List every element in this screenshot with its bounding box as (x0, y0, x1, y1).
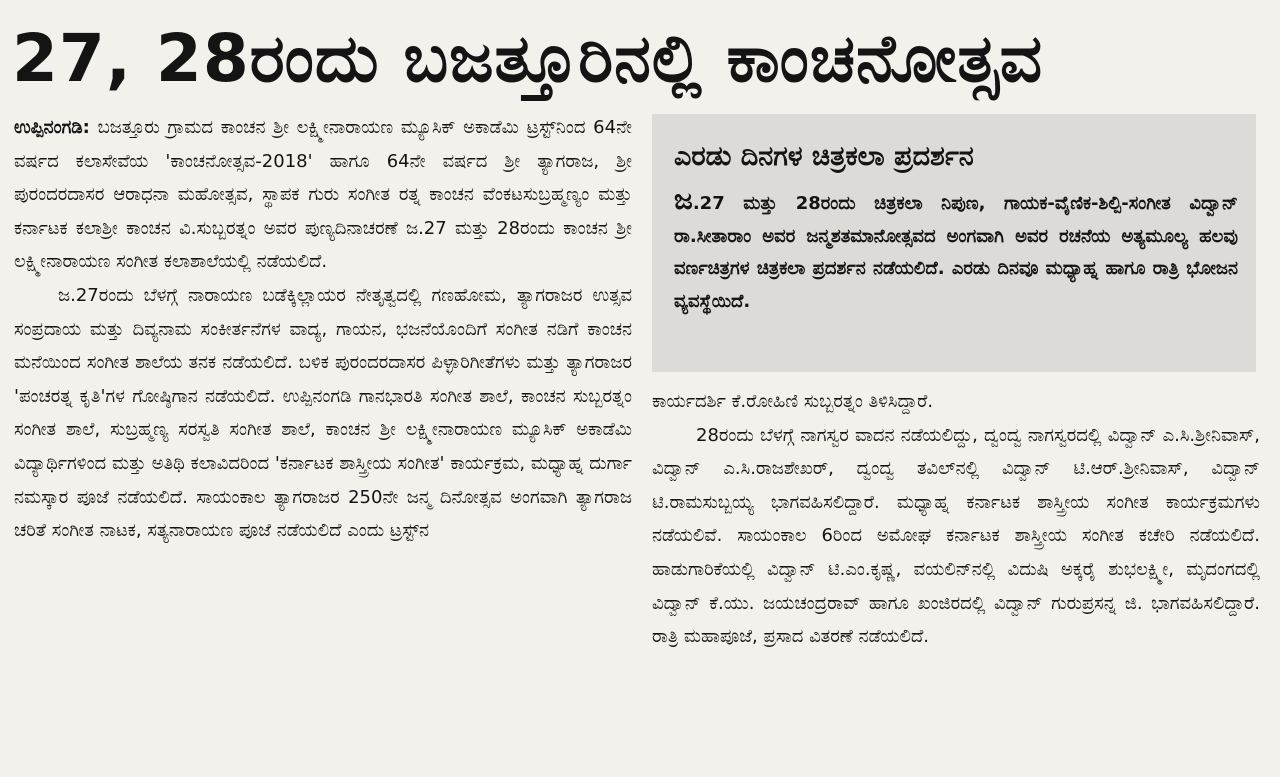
headline: 27, 28ರಂದು ಬಜತ್ತೂರಿನಲ್ಲಿ ಕಾಂಚನೋತ್ಸವ (12, 20, 1044, 97)
sidebar-box-title: ಎರಡು ದಿನಗಳ ಚಿತ್ರಕಲಾ ಪ್ರದರ್ಶನ (674, 141, 974, 172)
article-paragraph-3: ಕಾರ್ಯದರ್ಶಿ ಕೆ.ರೋಹಿಣಿ ಸುಬ್ಬರತ್ನಂ ತಿಳಿಸಿದ್ದಾರೆ. (652, 391, 934, 412)
sidebar-body-text: .27 ಮತ್ತು 28ರಂದು ಚಿತ್ರಕಲಾ ನಿಪುಣ, ಗಾಯಕ-ವೈಣಿಕ-ಶಿಲ್ಪಿ-ಸಂಗೀತ ವಿದ್ವಾನ್ ರಾ.ಸೀತಾರಾಂ ಅವರ ಜನ್ಮಶತಮಾನೋತ್ಸವದ ಅಂಗವಾಗಿ ಅವರ ರಚನೆಯ ಅತ್ಯಮೂಲ್ಯ ಹಲವು ವರ್ಣಚಿತ್ರಗಳ ಚಿತ್ರಕಲಾ ಪ್ರದರ್ಶನ ನಡೆಯಲಿದೆ. ಎರಡು ದಿನವೂ ಮಧ್ಯಾಹ್ನ ಹಾಗೂ ರಾತ್ರಿ ಭೋಜನ ವ್ಯವಸ್ಥೆಯಿದೆ. (674, 193, 1238, 312)
article-paragraph-1 (14, 111, 632, 279)
article-paragraph-2: ಜ.27ರಂದು ಬೆಳಗ್ಗೆ ನಾರಾಯಣ ಬಡೆಕ್ಕಿಲ್ಲಾಯರ ನೇತೃತ್ವದಲ್ಲಿ ಗಣಹೋಮ, ತ್ಯಾಗರಾಜರ ಉತ್ಸವ ಸಂಪ್ರದಾಯ ಮತ್ತು ದಿವ್ಯನಾಮ ಸಂಕೀರ್ತನೆಗಳ ವಾದ್ಯ, ಗಾಯನ, ಭಜನೆಯೊಂದಿಗೆ ಸಂಗೀತ ನಡಿಗೆ ಕಾಂಚನ ಮನೆಯಿಂದ ಸಂಗೀತ ಶಾಲೆಯ ತನಕ ನಡೆಯಲಿದೆ. ಬಳಿಕ ಪುರಂದರದಾಸರ ಪಿಳ್ಳಾರಿಗೀತೆಗಳು ಮತ್ತು ತ್ಯಾಗರಾಜರ 'ಪಂಚರತ್ನ ಕೃತಿ'ಗಳ ಗೋಷ್ಠಿಗಾನ ನಡೆಯಲಿದೆ. ಉಪ್ಪಿನಂಗಡಿ ಗಾನಭಾರತಿ ಸಂಗೀತ ಶಾಲೆ, ಕಾಂಚನ ಸುಬ್ಬರತ್ನಂ ಸಂಗೀತ ಶಾಲೆ, ಸುಬ್ರಹ್ಮಣ್ಯ ಸರಸ್ವತಿ ಸಂಗೀತ ಶಾಲೆ, ಕಾಂಚನ ಶ್ರೀ ಲಕ್ಷ್ಮೀನಾರಾಯಣ ಮ್ಯೂಸಿಕ್ ಅಕಾಡೆಮಿ ವಿದ್ಯಾರ್ಥಿಗಳಿಂದ ಮತ್ತು ಅತಿಥಿ ಕಲಾವಿದರಿಂದ 'ಕರ್ನಾಟಕ ಶಾಸ್ತ್ರೀಯ ಸಂಗೀತ' ಕಾರ್ಯಕ್ರಮ, ಮಧ್ಯಾಹ್ನ ದುರ್ಗಾ ನಮಸ್ಕಾರ ಪೂಜೆ ನಡೆಯಲಿದೆ. ಸಾಯಂಕಾಲ ತ್ಯಾಗರಾಜರ 250ನೇ ಜನ್ಮ ದಿನೋತ್ಸವ ಅಂಗವಾಗಿ ತ್ಯಾಗರಾಜ ಚರಿತೆ ಸಂಗೀತ ನಾಟಕ, ಸತ್ಯನಾರಾಯಣ ಪೂಜೆ ನಡೆಯಲಿದೆ ಎಂದು ಟ್ರಸ್ಟ್‌ನ (14, 284, 632, 542)
sidebar-dropcap: ಜ (674, 183, 693, 216)
article-paragraph-4: 28ರಂದು ಬೆಳಗ್ಗೆ ನಾಗಸ್ವರ ವಾದನ ನಡೆಯಲಿದ್ದು, ದ್ವಂದ್ವ ನಾಗಸ್ವರದಲ್ಲಿ ವಿದ್ವಾನ್ ಎ.ಸಿ.ಶ್ರೀನಿವಾಸ್, ವಿದ್ವಾನ್ ಎ.ಸಿ.ರಾಜಶೇಖರ್, ದ್ವಂದ್ವ ತವಿಲ್‌ನಲ್ಲಿ ವಿದ್ವಾನ್ ಟಿ.ಆರ್.ಶ್ರೀನಿವಾಸ್, ವಿದ್ವಾನ್ ಟಿ.ರಾಮಸುಬ್ಬಯ್ಯ ಭಾಗವಹಿಸಲಿದ್ದಾರೆ. ಮಧ್ಯಾಹ್ನ ಕರ್ನಾಟಕ ಶಾಸ್ತ್ರೀಯ ಸಂಗೀತ ಕಾರ್ಯಕ್ರಮಗಳು ನಡೆಯಲಿವೆ. ಸಾಯಂಕಾಲ 6ರಿಂದ ಅಮೋಘ ಕರ್ನಾಟಕ ಶಾಸ್ತ್ರೀಯ ಸಂಗೀತ ಕಚೇರಿ ನಡೆಯಲಿದೆ. ಹಾಡುಗಾರಿಕೆಯಲ್ಲಿ ವಿದ್ವಾನ್ ಟಿ.ಎಂ.ಕೃಷ್ಣ, ವಯಲಿನ್‌ನಲ್ಲಿ ವಿದುಷಿ ಅಕ್ಕರೈ ಶುಭಲಕ್ಷ್ಮೀ, ಮೃದಂಗದಲ್ಲಿ ವಿದ್ವಾನ್ ಕೆ.ಯು. ಜಯಚಂದ್ರರಾವ್ ಹಾಗೂ ಖಂಜಿರದಲ್ಲಿ ವಿದ್ವಾನ್ ಗುರುಪ್ರಸನ್ನ ಜಿ. ಭಾಗವಹಿಸಲಿದ್ದಾರೆ. ರಾತ್ರಿ ಮಹಾಪೂಜೆ, ಪ್ರಸಾದ ವಿತರಣೆ ನಡೆಯಲಿದೆ. (652, 424, 1260, 648)
paragraph-text: ಬಜತ್ತೂರು ಗ್ರಾಮದ ಕಾಂಚನ ಶ್ರೀ ಲಕ್ಷ್ಮೀನಾರಾಯಣ ಮ್ಯೂಸಿಕ್ ಅಕಾಡೆಮಿ ಟ್ರಸ್ಟ್‌ನಿಂದ 64ನೇ ವರ್ಷದ ಕಲಾಸೇವೆಯ 'ಕಾಂಚನೋತ್ಸವ-2018' ಹಾಗೂ 64ನೇ ವರ್ಷದ ಶ್ರೀ ತ್ಯಾಗರಾಜ, ಶ್ರೀ ಪುರಂದರದಾಸರ ಆರಾಧನಾ ಮಹೋತ್ಸವ, ಸ್ಥಾಪಕ ಗುರು ಸಂಗೀತ ರತ್ನ ಕಾಂಚನ ವೆಂಕಟಸುಬ್ರಹ್ಮಣ್ಯಂ ಮತ್ತು ಕರ್ನಾಟಕ ಕಲಾಶ್ರೀ ಕಾಂಚನ ವಿ.ಸುಬ್ಬರತ್ನಂ ಅವರ ಪುಣ್ಯದಿನಾಚರಣೆ ಜ.27 ಮತ್ತು 28ರಂದು ಕಾಂಚನ ಶ್ರೀ ಲಕ್ಷ್ಮೀನಾರಾಯಣ ಸಂಗೀತ ಕಲಾಶಾಲೆಯಲ್ಲಿ ನಡೆಯಲಿದೆ. (14, 117, 632, 273)
article-right-column (652, 385, 1260, 654)
sidebar-box-body (674, 184, 1238, 318)
exhibition-sidebar-box (652, 114, 1256, 372)
article-left-column (14, 111, 632, 548)
dateline: ಉಪ್ಪಿನಂಗಡಿ: (14, 117, 90, 138)
